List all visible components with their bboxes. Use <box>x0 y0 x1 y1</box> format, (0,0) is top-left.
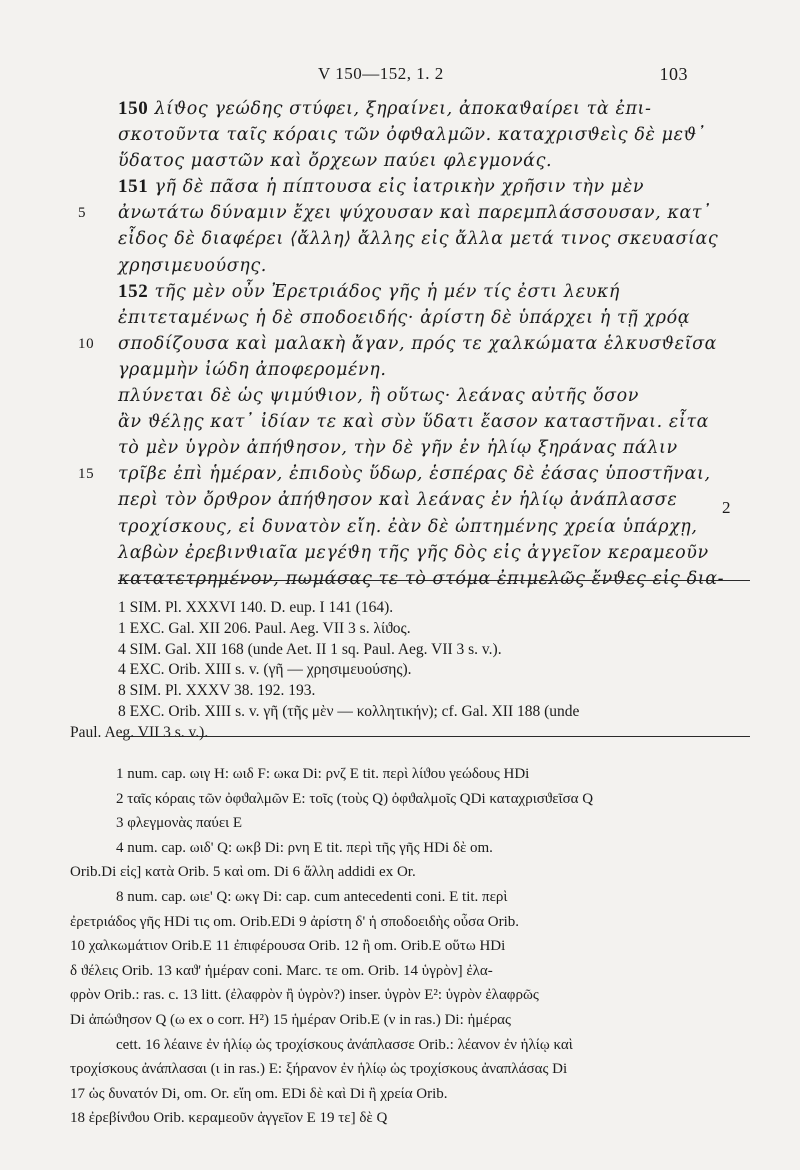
section-number: 152 <box>118 280 149 302</box>
line-text: ἀνωτάτω δύναμιν ἔχει ψύχουσαν καὶ παρεμπλάσσουσαν, κατ᾽ <box>118 203 712 224</box>
critical-note: 2 ταῖς κόραις τῶν ὀφϑαλμῶν E: τοῖς (τοὺς Q) ὀφϑαλμοῖς QDi καταχρισϑεῖσα Q <box>116 790 594 807</box>
critical-note: 4 num. cap. ωιδ' Q: ωκβ Di: ρνη E tit. περὶ τῆς γῆς HDi δὲ om. <box>116 839 493 856</box>
critical-note: 8 num. cap. ωιε' Q: ωκγ Di: cap. cum antecedenti coni. E tit. περὶ <box>116 888 508 905</box>
text-line <box>118 514 728 540</box>
line-text: πλύνεται δὲ ὡς ψιμύϑιον, ἢ οὕτως· λεάνας αὐτῆς ὅσον <box>118 386 640 407</box>
line-number: 15 <box>78 466 95 483</box>
line-text: εἶδος δὲ διαφέρει ⟨ἄλλη⟩ ἄλλης εἰς ἄλλα μετά τινος σκευασίας <box>118 229 719 250</box>
text-line <box>118 409 728 435</box>
text-line <box>118 174 728 200</box>
line-text: ἐπιτεταμένως ἡ δὲ σποδοειδής· ἀρίστη δὲ ὑπάρχει ἡ τῇ χρόᾳ <box>118 307 691 328</box>
source-note: 8 SIM. Pl. XXXV 38. 192. 193. <box>118 682 316 700</box>
line-text: ἂν ϑέλῃς κατ᾽ ἰδίαν τε καὶ σὺν ὕδατι ἔασον καταστῆναι. εἶτα <box>118 412 710 433</box>
source-note: Paul. Aeg. VII 3 s. v.). <box>70 723 209 741</box>
critical-note: δ ϑέλεις Orib. 13 καϑ' ἡμέραν coni. Marc. τε om. Orib. 14 ὑγρὸν] ἐλα- <box>70 962 493 979</box>
critical-note: 3 φλεγμονὰς παύει E <box>116 815 243 832</box>
line-number: 10 <box>78 335 95 352</box>
source-note: 4 SIM. Gal. XII 168 (unde Aet. II 1 sq. Paul. Aeg. VII 3 s. v.). <box>118 640 502 658</box>
line-text: σποδίζουσα καὶ μαλακὴ ἄγαν, πρός τε χαλκώματα ἑλκυσϑεῖσα <box>118 333 718 354</box>
line-text: χρησιμευούσης. <box>118 255 267 276</box>
critical-note: 1 num. cap. ωιγ H: ωιδ F: ωκα Di: ρνζ E tit. περὶ λίϑου γεώδους HDi <box>116 766 530 782</box>
text-line <box>78 331 728 357</box>
text-line <box>118 540 728 566</box>
source-note: 1 SIM. Pl. XXXVI 140. D. eup. I 141 (164). <box>118 599 394 616</box>
text-line <box>78 461 728 487</box>
running-head: V 150—152, 1. 2 <box>318 64 444 83</box>
text-line <box>118 279 728 305</box>
line-text: τῆς μὲν οὖν Ἐρετριάδος γῆς ἡ μέν τίς ἐστι λευκή <box>154 281 620 302</box>
line-text: λαβὼν ἐρεβινϑιαῖα μεγέϑη τῆς γῆς δὸς εἰς ἀγγεῖον κεραμεοῦν <box>118 542 709 563</box>
line-text: κατατετρημένον, πωμάσας τε τὸ στόμα ἐπιμελῶς ἔνϑες εἰς δια- <box>118 568 725 589</box>
section-number: 151 <box>118 176 149 198</box>
text-line <box>118 96 728 122</box>
text-line <box>118 383 728 409</box>
text-line <box>118 148 728 174</box>
source-note: 1 EXC. Gal. XII 206. Paul. Aeg. VII 3 s. λίϑος. <box>118 619 411 637</box>
line-text: ὕδατος μαστῶν καὶ ὄρχεων παύει φλεγμονάς. <box>118 151 553 172</box>
text-line <box>118 122 728 148</box>
apparatus-divider <box>118 580 750 581</box>
line-text: τροχίσκους, εἰ δυνατὸν εἴη. ἐὰν δὲ ὠπτημένης χρεία ὑπάρχῃ, <box>118 516 698 537</box>
critical-apparatus <box>70 762 760 1131</box>
line-number: 5 <box>78 205 87 222</box>
line-text: τὸ μὲν ὑγρὸν ἀπήϑησον, τὴν δὲ γῆν ἐν ἡλίῳ ξηράνας πάλιν <box>118 438 678 459</box>
line-text: λίϑος γεώδης στύφει, ξηραίνει, ἀποκαϑαίρει τὰ ἐπι- <box>154 99 652 119</box>
source-note: 8 EXC. Orib. XIII s. v. γῆ (τῆς μὲν — κολλητικήν); cf. Gal. XII 188 (unde <box>118 702 580 720</box>
apparatus-sources <box>70 598 758 744</box>
margin-number: 2 <box>722 498 731 517</box>
critical-apparatus-divider <box>118 736 750 737</box>
text-line <box>78 200 728 226</box>
critical-note: 10 χαλκωμάτιον Orib.E 11 ἐπιφέρουσα Orib. 12 ἢ om. Orib.E οὕτω HDi <box>70 938 506 955</box>
text-line <box>118 566 728 592</box>
text-line <box>118 226 728 252</box>
text-line <box>118 253 728 279</box>
text-line <box>118 357 728 383</box>
line-text: τρῖβε ἐπὶ ἡμέραν, ἐπιδοὺς ὕδωρ, ἑσπέρας δὲ ἐάσας ὑποστῆναι, <box>118 464 711 485</box>
main-text <box>78 96 728 592</box>
critical-note: Orib.Di εἰς] κατὰ Orib. 5 καὶ om. Di 6 ἄλλη addidi ex Or. <box>70 864 416 881</box>
line-text: σκοτοῦντα ταῖς κόραις τῶν ὀφϑαλμῶν. καταχρισϑεὶς δὲ μεϑ᾽ <box>118 125 707 146</box>
critical-note: 17 ὡς δυνατόν Di, om. Or. εἴη om. EDi δὲ καὶ Di ἢ χρεία Orib. <box>70 1085 448 1102</box>
critical-note: τροχίσκους ἀνάπλασαι (ι in ras.) E: ξήρανον ἐν ἡλίῳ ὡς τροχίσκους ἀναπλάσας Di <box>70 1061 568 1078</box>
section-number: 150 <box>118 98 149 119</box>
text-line <box>118 435 728 461</box>
critical-note: φρὸν Orib.: ras. c. 13 litt. (ἐλαφρὸν ἢ ὑγρὸν?) inser. ὑγρὸν E²: ὑγρὸν ἐλαφρῶς <box>70 987 539 1004</box>
line-text: περὶ τὸν ὄρϑρον ἀπήϑησον καὶ λεάνας ἐν ἡλίῳ ἀνάπλασσε <box>118 490 678 511</box>
critical-note: ἐρετριάδος γῆς HDi τις om. Orib.EDi 9 ἀρίστη δ' ἡ σποδοειδὴς οὖσα Orib. <box>70 913 520 930</box>
text-line <box>118 487 728 513</box>
source-note: 4 EXC. Orib. XIII s. v. (γῆ — χρησιμευούσης). <box>118 661 412 679</box>
critical-note: 18 ἐρεβίνϑου Orib. κεραμεοῦν ἀγγεῖον E 19 τε] δὲ Q <box>70 1110 388 1127</box>
line-text: γῆ δὲ πᾶσα ἡ πίπτουσα εἰς ἰατρικὴν χρῆσιν τὴν μὲν <box>154 177 645 198</box>
page-number: 103 <box>659 64 688 84</box>
critical-note: Di ἀπώϑησον Q (ω ex o corr. H²) 15 ἡμέραν Orib.E (ν in ras.) Di: ἡμέρας <box>70 1011 511 1028</box>
line-text: γραμμὴν ἰώδη ἀποφερομένη. <box>118 359 387 380</box>
text-line <box>118 305 728 331</box>
critical-note: cett. 16 λέαινε ἐν ἡλίῳ ὡς τροχίσκους ἀνάπλασσε Orib.: λέανον ἐν ἡλίῳ καὶ <box>116 1036 573 1053</box>
